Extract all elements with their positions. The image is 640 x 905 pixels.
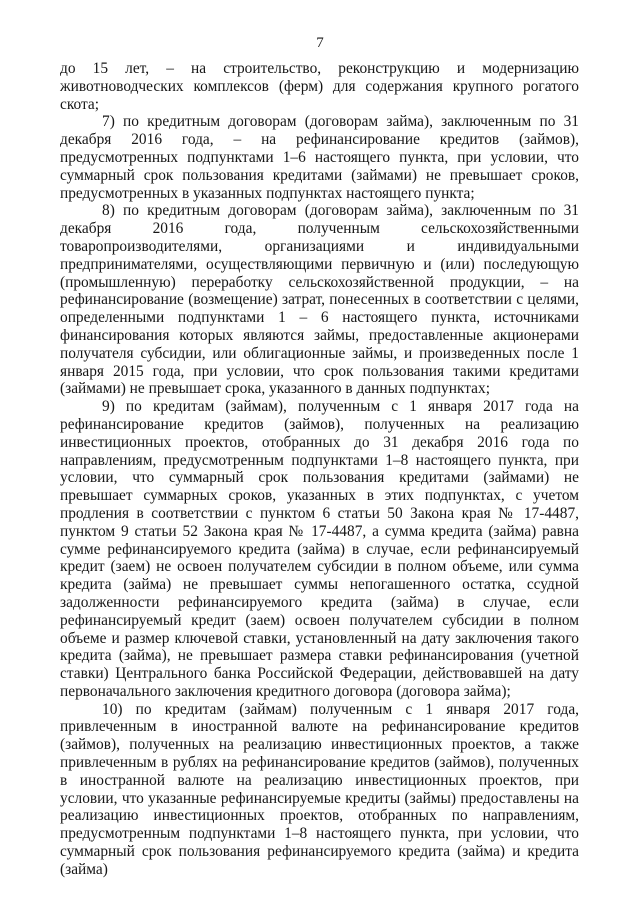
page-number: 7: [316, 35, 324, 51]
document-body: [60, 60, 579, 879]
paragraph-8: 8) по кредитным договорам (договорам займа), заключенным по 31 декабря 2016 года, полученным сельскохозяйственными товаропроизводителями, организациями и индивидуальными предпринимателями, осуществляющими первичную и (или) последующую (промышленную) переработку сельскохозяйственной продукции, – на рефинансирование (возмещение) затрат, понесенных в соответствии с целями, определенными подпунктами 1 – 6 настоящего пункта, источниками финансирования которых являются займы, предоставленные акционерами получателя субсидии, или облигационные займы, и произведенных после 1 января 2015 года, при условии, что срок пользования такими кредитами (займами) не превышает срока, указанного в данных подпунктах;: [60, 202, 579, 398]
paragraph-6-continuation: до 15 лет, – на строительство, реконструкцию и модернизацию животноводческих комплексов (ферм) для содержания крупного рогатого скота;: [60, 60, 579, 113]
paragraph-10: 10) по кредитам (займам) полученным с 1 января 2017 года, привлеченным в иностранной валюте на рефинансирование кредитов (займов), полученных на реализацию инвестиционных проектов, а также привлеченным в рублях на рефинансирование кредитов (займов), полученных в иностранной валюте на реализацию инвестиционных проектов, при условии, что указанные рефинансируемые кредиты (займы) предоставлены на реализацию инвестиционных проектов, отобранных по направлениям, предусмотренным подпунктами 1–8 настоящего пункта, при условии, что суммарный срок пользования рефинансируемого кредита (займа) и кредита (займа): [60, 700, 579, 878]
paragraph-9: 9) по кредитам (займам), полученным с 1 января 2017 года на рефинансирование кредитов (займов), полученных на реализацию инвестиционных проектов, отобранных до 31 декабря 2016 года по направлениям, предусмотренным подпунктами 1–8 настоящего пункта, при условии, что суммарный срок пользования кредитами (займами) не превышает суммарных сроков, указанных в этих подпунктах, с учетом продления в соответствии с пунктом 6 статьи 50 Закона края № 17-4487, пунктом 9 статьи 52 Закона края № 17-4487, а сумма кредита (займа) равна сумме рефинансируемого кредита (займа) в случае, если рефинансируемый кредит (заем) не освоен получателем субсидии в полном объеме, или сумма кредита (займа) не превышает суммы непогашенного остатка, ссудной задолженности рефинансируемого кредита (займа) в случае, если рефинансируемый кредит (заем) освоен получателем субсидии в полном объеме и размер ключевой ставки, установленный на дату заключения такого кредита (займа), не превышает размера ставки рефинансирования (учетной ставки) Центрального банка Российской Федерации, действовавшей на дату первоначального заключения кредитного договора (договора займа);: [60, 398, 579, 700]
paragraph-7: 7) по кредитным договорам (договорам займа), заключенным по 31 декабря 2016 года, – на рефинансирование кредитов (займов), предусмотренных подпунктами 1–6 настоящего пункта, при условии, что суммарный срок пользования кредитами (займами) не превышает сроков, предусмотренных в указанных подпунктах настоящего пункта;: [60, 113, 579, 202]
